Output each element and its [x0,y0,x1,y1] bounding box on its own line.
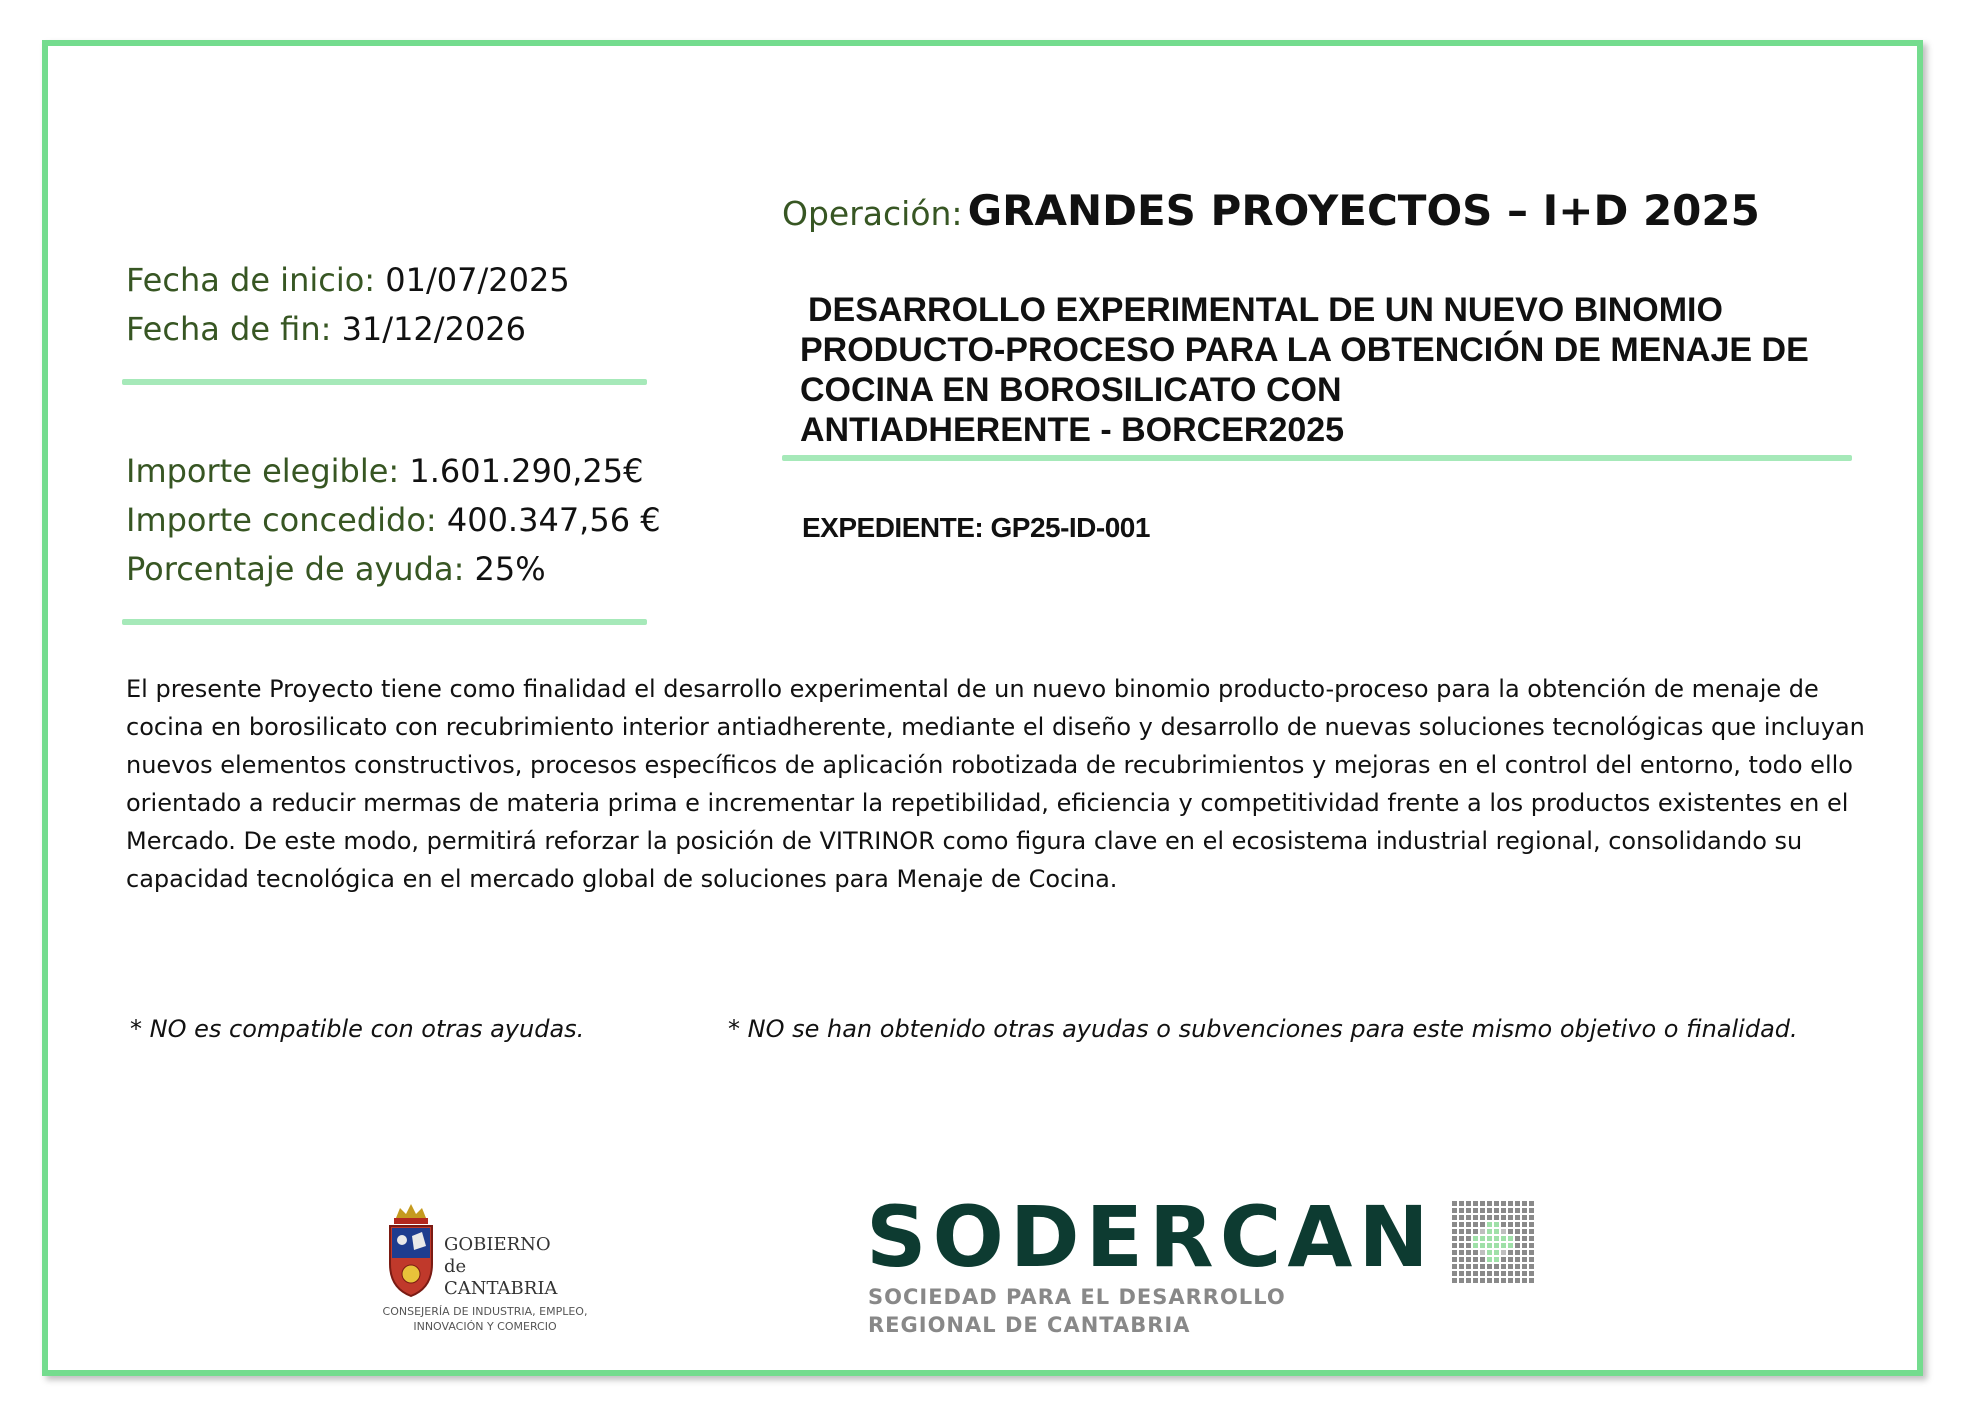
dot-grid-icon [1452,1201,1536,1285]
divider-title [782,455,1852,461]
porcentaje-label: Porcentaje de ayuda: [126,550,465,588]
sodercan-logo [866,1188,1566,1355]
fecha-inicio-label: Fecha de inicio: [126,261,376,299]
project-description: El presente Proyecto tiene como finalidad el desarrollo experimental de un nuevo binomio producto-proceso para la obtención de menaje de cocina en borosilicato con recubrimiento interior antiadherente, mediante el diseño y desarrollo de nuevas soluciones tecnológicas que incluyan nuevos elementos constructivos, procesos específicos de aplicación robotizada de recubrimientos y mejoras en el control del entorno, todo ello orientado a reducir mermas de materia prima e incrementar la repetibilidad, eficiencia y competitividad frente a los productos existentes en el Mercado. De este modo, permitirá reforzar la posición de VITRINOR como figura clave en el ecosistema industrial regional, consolidando su capacidad tecnológica en el mercado global de soluciones para Menaje de Cocina. [126,675,1865,893]
fecha-inicio [126,256,570,304]
gobierno-subtitle-line: INNOVACIÓN Y COMERCIO [413,1320,557,1333]
divider-amounts [122,619,647,625]
expediente: EXPEDIENTE: GP25-ID-001 [802,512,1150,543]
divider-dates [122,379,647,385]
project-title-line: DESARROLLO EXPERIMENTAL DE UN NUEVO BINOMIO [808,291,1723,329]
gobierno-line: GOBIERNO [444,1234,551,1255]
fecha-fin [126,305,526,353]
gobierno-text [444,1234,557,1300]
importe-concedido-label: Importe concedido: [126,501,437,539]
sodercan-wordmark: SODERCAN [866,1188,1435,1286]
note-other-aid: * NO se han obtenido otras ayudas o subvenciones para este mismo objetivo o finalidad. [728,1015,1798,1043]
porcentaje-value: 25% [474,550,546,588]
sodercan-subtitle-line: REGIONAL DE CANTABRIA [868,1313,1191,1337]
gobierno-subtitle-line: CONSEJERÍA DE INDUSTRIA, EMPLEO, [382,1305,588,1318]
project-title-line: COCINA EN BOROSILICATO CON [800,371,1342,409]
importe-concedido [126,496,661,544]
sodercan-subtitle-line: SOCIEDAD PARA EL DESARROLLO [868,1285,1286,1309]
project-title [800,290,1910,450]
importe-concedido-value: 400.347,56 € [446,501,661,539]
importe-elegible-value: 1.601.290,25€ [409,452,644,490]
gobierno-line: de [444,1256,467,1277]
gobierno-subtitle [340,1304,630,1334]
project-title-line: PRODUCTO-PROCESO PARA LA OBTENCIÓN DE MENAJE DE [800,331,1809,369]
porcentaje-ayuda [126,545,546,593]
importe-elegible [126,447,643,495]
operation-label: Operación: [782,194,963,233]
project-title-line: ANTIADHERENTE - BORCER2025 [800,411,1345,449]
operation-value: GRANDES PROYECTOS – I+D 2025 [967,186,1760,235]
coat-of-arms-icon [382,1202,440,1302]
note-compatibility: * NO es compatible con otras ayudas. [130,1015,585,1043]
gobierno-cantabria-logo [340,1200,630,1350]
operation-heading [782,186,1760,235]
fecha-fin-label: Fecha de fin: [126,310,332,348]
importe-elegible-label: Importe elegible: [126,452,400,490]
gobierno-line: CANTABRIA [444,1278,558,1299]
fecha-fin-value: 31/12/2026 [341,310,526,348]
sodercan-subtitle [868,1283,1286,1339]
fecha-inicio-value: 01/07/2025 [385,261,570,299]
